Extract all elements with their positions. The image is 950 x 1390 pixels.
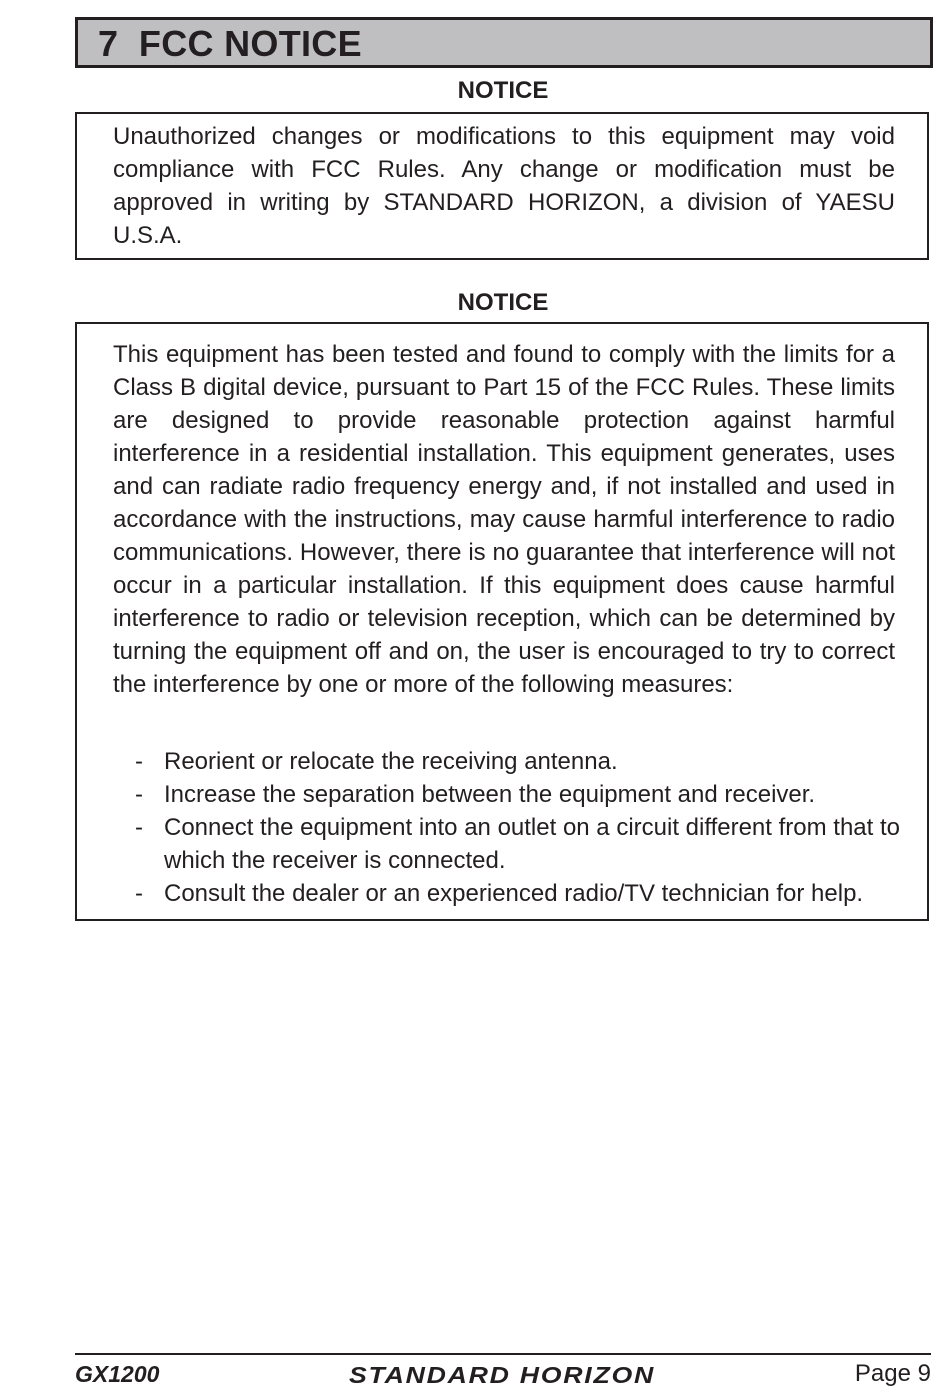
bullet-dash: -	[135, 748, 143, 775]
section-header	[75, 17, 933, 68]
list-item	[113, 877, 913, 910]
page-number: Page 9	[854, 1360, 931, 1387]
section-title: 7 FCC NOTICE	[98, 23, 362, 64]
notice-2-text: This equipment has been tested and found to comply with the limits for a Class B digital device, pursuant to Part 15 of the FCC Rules. These limits are designed to provide reasonable protection against harmful interference in a residential installation. This equipment generates, uses and can radiate radio frequency energy and, if not installed and used in accordance with the instructions, may cause harmful interference to radio communications. However, there is no guarantee that interference will not occur in a particular installation. If this equipment does cause harmful interference to radio or television reception, which can be determined by turning the equipment off and on, the user is encouraged to try to correct the interference by one or more of the following measures:	[113, 341, 895, 698]
bullet-dash: -	[135, 814, 143, 841]
notice-1-title: NOTICE	[457, 77, 549, 104]
list-item-text: Reorient or relocate the receiving antenna.	[164, 748, 618, 775]
list-item-text: Connect the equipment into an outlet on a circuit different from that to which the receiver is connected.	[164, 814, 900, 874]
list-item	[113, 778, 913, 811]
notice-1-text: Unauthorized changes or modifications to this equipment may void compliance with FCC Rules. Any change or modification must be approved in writing by STANDARD HORIZON, a division of YAESU U.S.A.	[113, 123, 895, 249]
list-item	[113, 745, 913, 778]
measures-list	[113, 745, 913, 910]
brand-logo	[347, 1362, 657, 1390]
list-item	[113, 811, 913, 877]
footer-divider	[75, 1353, 931, 1355]
bullet-dash: -	[135, 781, 143, 808]
notice-2-title: NOTICE	[457, 289, 549, 316]
list-item-text: Consult the dealer or an experienced radio/TV technician for help.	[164, 880, 864, 907]
brand-logo-text: STANDARD HORIZON	[349, 1362, 655, 1388]
footer-model: GX1200	[75, 1361, 160, 1387]
list-item-text: Increase the separation between the equipment and receiver.	[164, 781, 816, 808]
bullet-dash: -	[135, 880, 143, 907]
notice-2-box	[75, 322, 929, 921]
notice-1-box	[75, 112, 929, 260]
